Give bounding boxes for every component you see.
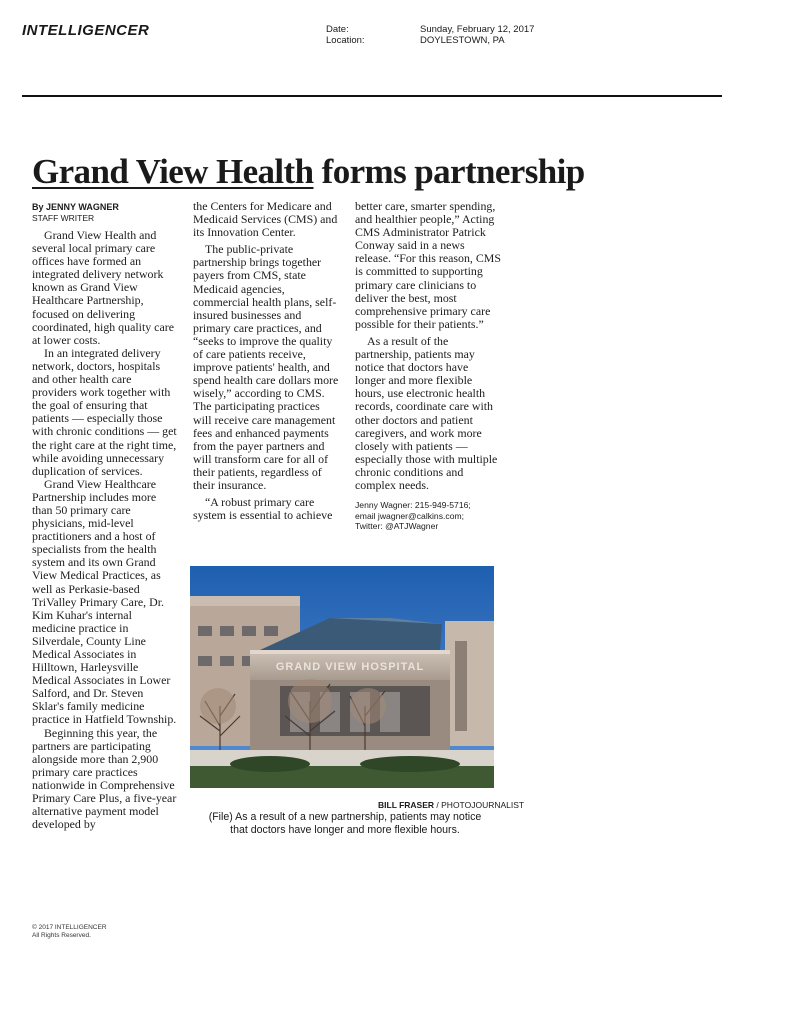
date-label: Date: [326,24,349,35]
headline-rest: forms partnership [313,152,585,191]
copyright [32,924,107,940]
masthead: INTELLIGENCER [22,22,150,39]
column-2 [193,200,339,522]
paragraph: In an integrated delivery network, doctors, hospitals and other health care providers work together with the goal of ensuring that patients — especially those with chronic conditions — get the right care at the right time, while avoiding unnecessary duplication of services. [32,345,177,478]
contact-twitter: Twitter: @ATJWagner [355,521,439,532]
column-3 [355,200,501,532]
photo-credit [378,800,524,810]
headline [32,150,585,194]
location-label: Location: [326,35,365,46]
hospital-sign: GRAND VIEW HOSPITAL [275,661,425,673]
paragraph: “A robust primary care system is essential to achieve [193,495,333,523]
column-1 [32,202,178,831]
paragraph: better care, smarter spending, and healthier people,” Acting CMS Administrator Patrick Conway said in a news release. “For this reason, CMS is committed to supporting primary care clinicians to deliver the best, most comprehensive primary care possible for their patients.” [355,199,501,331]
copyright-line: © 2017 INTELLIGENCER [32,924,107,931]
headline-underlined: Grand View Health [32,152,314,191]
photo-credit-name: BILL FRASER [378,800,435,810]
contact-email: email jwagner@calkins.com; [355,510,465,521]
byline: By JENNY WAGNER [32,202,119,212]
photo-credit-role: / PHOTOJOURNALIST [434,800,525,810]
rights-line: All Rights Reserved. [32,932,91,939]
header-rule [22,95,722,97]
paragraph: Beginning this year, the partners are participating alongside more than 2,900 primary care practices nationwide in Comprehensive Primary Care Plus, a five-year alternative payment model developed by [32,725,177,832]
photo-caption: (File) As a result of a new partnership, patients may notice that doctors have longer and more flexible hours. [208,811,482,836]
date-value: Sunday, February 12, 2017 [420,24,535,35]
paragraph: Grand View Health and several local primary care offices have formed an integrated delivery network known as Grand View Healthcare Partnership, focused on delivering coordinated, high quality care at lower costs. [32,228,174,347]
paragraph: The public-private partnership brings together payers from CMS, state Medicaid agencies, commercial health plans, self-insured businesses and primary care practices, and “seeks to improve the quality of care patients receive, improve patients' health, and spend health care dollars more wisely,” according to CMS. The participating practices will receive care management fees and enhanced payments from the payer partners and will transform care for all of their patients, regardless of their insurance. [193,242,339,492]
paragraph: As a result of the partnership, patients may notice that doctors have longer and more flexible hours, use electronic health records, coordinate care with other doctors and patient caregivers, and work more closely with patients — especially those with multiple chronic conditions and complex needs. [355,333,498,492]
location-value: DOYLESTOWN, PA [420,35,505,46]
staff-writer-label: STAFF WRITER [32,213,95,223]
paragraph: Grand View Healthcare Partnership includes more than 50 primary care physicians, mid-level practitioners and a host of specialists from the health system and its own Grand View Medical Practices, as well as Perkasie-based TriValley Primary Care, Dr. Kim Kuhar's internal medicine practice in Silverdale, County Line Medical Associates in Hilltown, Harleysville Medical Associates in Lower Salford, and Dr. Steven Sklar's family medicine practice in Hatfield Township. [32,476,177,727]
paragraph: the Centers for Medicare and Medicaid Services (CMS) and its Innovation Center. [193,199,338,240]
author-contact [355,500,501,532]
contact-phone: Jenny Wagner: 215-949-5716; [355,500,471,511]
hospital-photo [190,566,494,788]
